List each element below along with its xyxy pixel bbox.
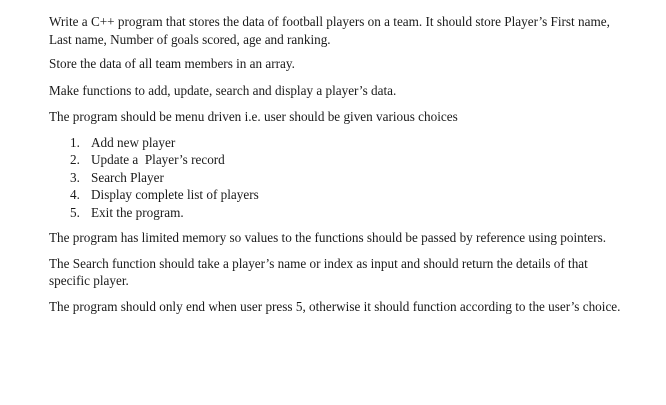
- list-item-number: 4.: [70, 187, 80, 202]
- assignment-document: [49, 13, 629, 323]
- list-item: [70, 186, 629, 204]
- list-item-text: Add new player: [91, 134, 176, 150]
- list-item-number: 1.: [70, 134, 80, 150]
- memory-requirement-paragraph: The program has limited memory so values to the functions should be passed by reference using pointers.: [49, 230, 607, 245]
- list-item: [70, 134, 629, 152]
- list-item-number: 2.: [70, 152, 80, 167]
- list-item: [70, 169, 629, 187]
- functions-requirement-paragraph: Make functions to add, update, search and display a player’s data.: [49, 82, 397, 98]
- menu-choices-list: [49, 134, 629, 222]
- list-item-text: Display complete list of players: [91, 187, 259, 202]
- exit-requirement-paragraph: The program should only end when user press 5, otherwise it should function according to the user’s choice.: [49, 298, 621, 314]
- menu-requirement-paragraph: The program should be menu driven i.e. user should be given various choices: [49, 109, 458, 124]
- list-item-text: Update a Player’s record: [91, 152, 225, 167]
- array-requirement-paragraph: Store the data of all team members in an array.: [49, 56, 295, 71]
- list-item: [70, 151, 629, 169]
- list-item: [70, 204, 629, 222]
- list-item-text: Search Player: [91, 169, 164, 185]
- list-item-number: 3.: [70, 169, 80, 185]
- list-item-text: Exit the program.: [91, 204, 184, 220]
- search-requirement-paragraph: The Search function should take a player’s name or index as input and should return the details of that specific player.: [49, 255, 588, 288]
- list-item-number: 5.: [70, 204, 80, 220]
- intro-paragraph: Write a C++ program that stores the data of football players on a team. It should store Player’s First name, Last name, Number of goals scored, age and ranking.: [49, 14, 610, 47]
